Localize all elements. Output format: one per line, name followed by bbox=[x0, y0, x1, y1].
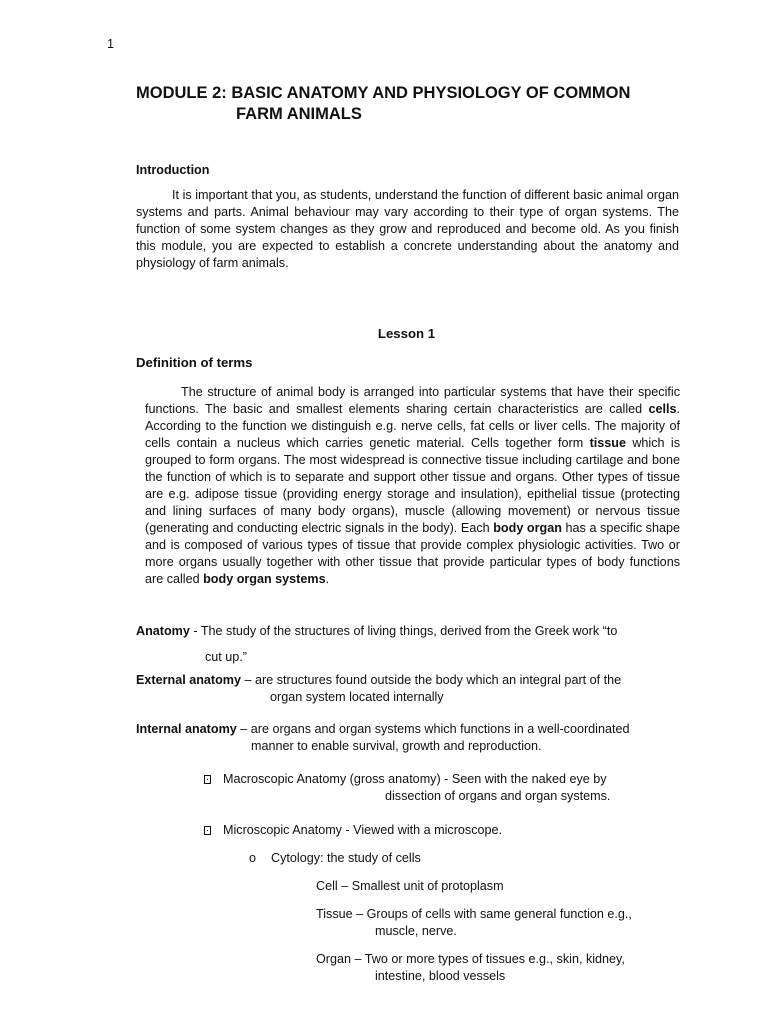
cytology-text: Cytology: the study of cells bbox=[271, 851, 421, 865]
definition-of-terms-heading: Definition of terms bbox=[136, 355, 253, 370]
macroscopic-line1: Macroscopic Anatomy (gross anatomy) - Seen with the naked eye by bbox=[223, 772, 607, 786]
cytology-item bbox=[249, 850, 421, 867]
tissue-line2: muscle, nerve. bbox=[375, 924, 457, 938]
anatomy-definition bbox=[136, 623, 681, 666]
macroscopic-line2: dissection of organs and organ systems. bbox=[385, 789, 611, 803]
definition-paragraph bbox=[145, 384, 680, 588]
module-title bbox=[136, 83, 696, 125]
external-anatomy-definition bbox=[136, 672, 681, 706]
anatomy-def-line1: - The study of the structures of living things, derived from the Greek work “to bbox=[189, 624, 618, 638]
term-cells: cells bbox=[648, 402, 677, 416]
anatomy-term: Anatomy bbox=[136, 624, 190, 638]
cell-text: Cell – Smallest unit of protoplasm bbox=[316, 879, 504, 893]
lesson-title: Lesson 1 bbox=[377, 326, 436, 341]
page-number: 1 bbox=[107, 37, 115, 51]
external-def-line2: organ system located internally bbox=[270, 690, 444, 704]
definition-text-5: . bbox=[325, 572, 330, 586]
cell-definition bbox=[316, 878, 678, 895]
organ-line1: Organ – Two or more types of tissues e.g., skin, kidney, bbox=[316, 952, 625, 966]
organ-definition bbox=[316, 951, 678, 985]
introduction-paragraph: It is important that you, as students, understand the function of different basic animal organ systems and parts. Animal behaviour may vary according to their type of organ systems. The function of some system changes as they grow and reproduced and become old. As you finish this module, you are expected to establish a concrete understanding about the anatomy and physiology of farm animals. bbox=[136, 188, 679, 270]
definition-text-4: has a specific shape and is composed of various types of tissue that provide complex physiologic activities. Two or more organs usually together with other tissue that provide particular types of body functions are called bbox=[145, 521, 680, 586]
tissue-definition bbox=[316, 906, 678, 940]
internal-def-line2: manner to enable survival, growth and reproduction. bbox=[251, 739, 542, 753]
tissue-line1: Tissue – Groups of cells with same general function e.g., bbox=[316, 907, 632, 921]
module-title-line1: MODULE 2: BASIC ANATOMY AND PHYSIOLOGY OF COMMON bbox=[136, 84, 631, 102]
macroscopic-anatomy-item bbox=[204, 771, 678, 805]
square-bullet-icon bbox=[204, 826, 211, 835]
square-bullet-icon bbox=[204, 775, 211, 784]
definition-text-2: . According to the function we distinguish e.g. nerve cells, fat cells or liver cells. The majority of cells contain a nucleus which carries genetic material. Cells together form bbox=[145, 402, 680, 450]
internal-anatomy-definition bbox=[136, 721, 681, 755]
organ-line2: intestine, blood vessels bbox=[375, 969, 506, 983]
term-body-organ: body organ bbox=[493, 521, 562, 535]
internal-def-line1: – are organs and organ systems which functions in a well-coordinated bbox=[236, 722, 630, 736]
module-title-line2: FARM ANIMALS bbox=[236, 105, 362, 123]
internal-anatomy-term: Internal anatomy bbox=[136, 722, 237, 736]
circle-bullet-icon: o bbox=[249, 851, 257, 865]
microscopic-anatomy-item bbox=[204, 822, 678, 839]
microscopic-text: Microscopic Anatomy - Viewed with a microscope. bbox=[223, 823, 503, 837]
definition-text-3: which is grouped to form organs. The most widespread is connective tissue including cartilage and bone the function of which is to separate and support other tissue and organs. Other types of tissue are e.g. adipose tissue (providing energy storage and insulation), epithelial tissue (protecting and lining surfaces of many body organs), muscle (allowing movement) or nervous tissue (generating and conducting electric signals in the body). Each bbox=[145, 436, 680, 535]
term-body-organ-systems: body organ systems bbox=[203, 572, 326, 586]
introduction-heading: Introduction bbox=[136, 163, 210, 177]
external-anatomy-term: External anatomy bbox=[136, 673, 241, 687]
external-def-line1: – are structures found outside the body which an integral part of the bbox=[241, 673, 622, 687]
term-tissue: tissue bbox=[589, 436, 626, 450]
definition-text-1: The structure of animal body is arranged into particular systems that have their specific functions. The basic and smallest elements sharing certain characteristics are called bbox=[145, 385, 680, 416]
anatomy-def-line2: cut up.” bbox=[205, 650, 247, 664]
